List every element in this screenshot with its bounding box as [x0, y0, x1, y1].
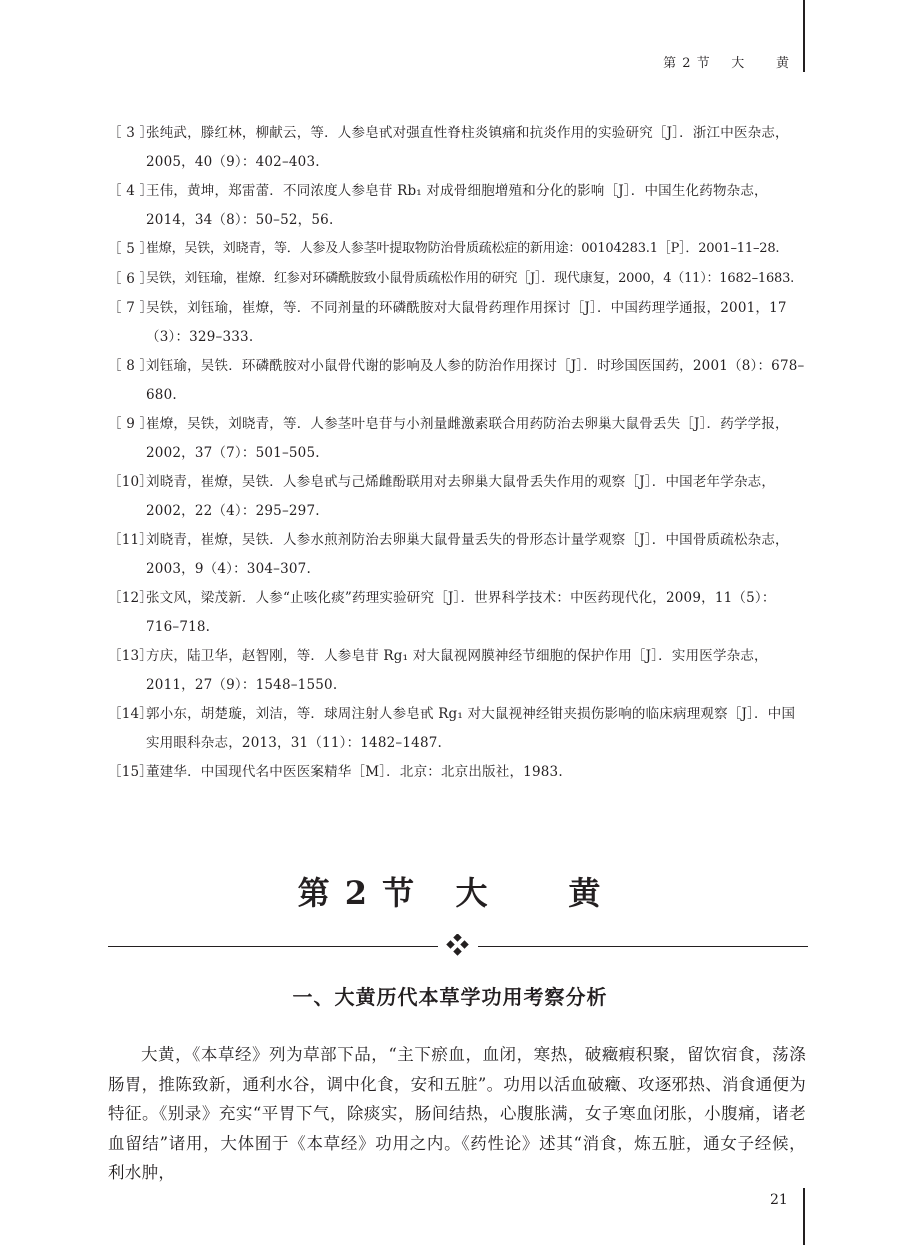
reference-number: ［15］ [108, 764, 153, 780]
reference-text: 方庆，陆卫华，赵智刚，等．人参皂苷 Rg₁ 对大鼠视网膜神经节细胞的保护作用［J］．实用医学杂志，2011，27（9）：1548–1550. [146, 648, 768, 693]
section-title: 第 2 节 大 黄 [297, 874, 603, 912]
reference-item [108, 758, 808, 787]
reference-item [108, 235, 808, 264]
reference-list [108, 119, 808, 788]
reference-item [108, 294, 808, 351]
reference-number: ［13］ [108, 648, 153, 664]
reference-text: 崔燎，吴铁，刘晓青，等．人参茎叶皂苷与小剂量雌激素联合用药防治去卵巢大鼠骨丢失［J］．药学学报，2002，37（7）：501–505. [146, 416, 789, 461]
reference-number: ［ 7 ］ [108, 300, 154, 316]
reference-item [108, 526, 808, 583]
subheading: 一、大黄历代本草学功用考察分析 [292, 985, 608, 1009]
reference-text: 刘钰瑜，吴铁．环磷酰胺对小鼠骨代谢的影响及人参的防治作用探讨［J］．时珍国医国药，2001（8）：678–680. [146, 358, 805, 403]
reference-item [108, 119, 808, 176]
ornamental-divider [108, 940, 808, 954]
top-vertical-rule [803, 0, 805, 72]
reference-number: ［ 8 ］ [108, 358, 154, 374]
reference-number: ［12］ [108, 590, 153, 606]
reference-text: 郭小东，胡楚璇，刘洁，等．球周注射人参皂甙 Rg₁ 对大鼠视神经钳夹损伤影响的临床病理观察［J］．中国实用眼科杂志，2013，31（11）：1482–1487. [146, 706, 796, 751]
bottom-vertical-rule [803, 1188, 805, 1245]
reference-item [108, 584, 808, 641]
reference-text: 王伟，黄坤，郑雷蕾．不同浓度人参皂苷 Rb₁ 对成骨细胞增殖和分化的影响［J］．中国生化药物杂志，2014，34（8）：50–52，56. [146, 183, 768, 228]
reference-text: 吴铁，刘钰瑜，崔燎．红参对环磷酰胺致小鼠骨质疏松作用的研究［J］．现代康复，2000，4（11）：1682–1683. [146, 270, 795, 286]
reference-text: 刘晓青，崔燎，吴铁．人参皂甙与己烯雌酚联用对去卵巢大鼠骨丢失作用的观察［J］．中国老年学杂志，2002，22（4）：295–297. [146, 474, 776, 519]
page-number: 21 [770, 1192, 788, 1208]
reference-number: ［ 5 ］ [108, 241, 154, 257]
divider-line-left [108, 946, 438, 947]
running-head: 第 2 节 大 黄 [663, 56, 790, 71]
reference-item [108, 410, 808, 467]
body-paragraph: 大黄，《本草经》列为草部下品，“主下瘀血，血闭，寒热，破癥瘕积聚，留饮宿食，荡涤肠胃，推陈致新，通利水谷，调中化食，安和五脏”。功用以活血破癥、攻逐邪热、消食通便为特征。《别录》充实“平胃下气，除痰实，肠间结热，心腹胀满，女子寒血闭胀，小腹痛，诸老血留结”诸用，大体囿于《本草经》功用之内。《药性论》述其“消食，炼五脏，通女子经候，利水肿， [108, 1045, 806, 1182]
reference-number: ［10］ [108, 474, 153, 490]
reference-item [108, 468, 808, 525]
reference-text: 刘晓青，崔燎，吴铁．人参水煎剂防治去卵巢大鼠骨量丢失的骨形态计量学观察［J］．中国骨质疏松杂志，2003，9（4）：304–307. [146, 532, 789, 577]
reference-item [108, 700, 808, 757]
reference-text: 董建华．中国现代名中医医案精华［M］．北京：北京出版社，1983. [146, 764, 563, 780]
reference-item [108, 352, 808, 409]
diamond-ornament-icon [444, 934, 472, 960]
reference-number: ［ 6 ］ [108, 270, 154, 287]
reference-item [108, 265, 808, 294]
reference-text: 张纯武，滕红林，柳献云，等．人参皂甙对强直性脊柱炎镇痛和抗炎作用的实验研究［J］．浙江中医杂志，2005，40（9）：402–403. [146, 125, 789, 170]
reference-text: 张文风，梁茂新．人参“止咳化痰”药理实验研究［J］．世界科学技术：中医药现代化，2009，11（5）：716–718. [146, 590, 776, 635]
divider-line-right [478, 946, 808, 947]
reference-number: ［ 3 ］ [108, 125, 154, 141]
reference-text: 吴铁，刘钰瑜，崔燎，等．不同剂量的环磷酰胺对大鼠骨药理作用探讨［J］．中国药理学通报，2001，17（3）：329–333. [146, 300, 787, 345]
reference-number: ［14］ [108, 706, 153, 722]
reference-item [108, 177, 808, 234]
reference-number: ［11］ [108, 532, 153, 548]
reference-number: ［ 9 ］ [108, 416, 154, 432]
reference-number: ［ 4 ］ [108, 183, 154, 199]
reference-item [108, 642, 808, 699]
reference-text: 崔燎，吴铁，刘晓青，等．人参及人参茎叶提取物防治骨质疏松症的新用途：00104283.1［P］．2001–11–28. [146, 241, 780, 256]
